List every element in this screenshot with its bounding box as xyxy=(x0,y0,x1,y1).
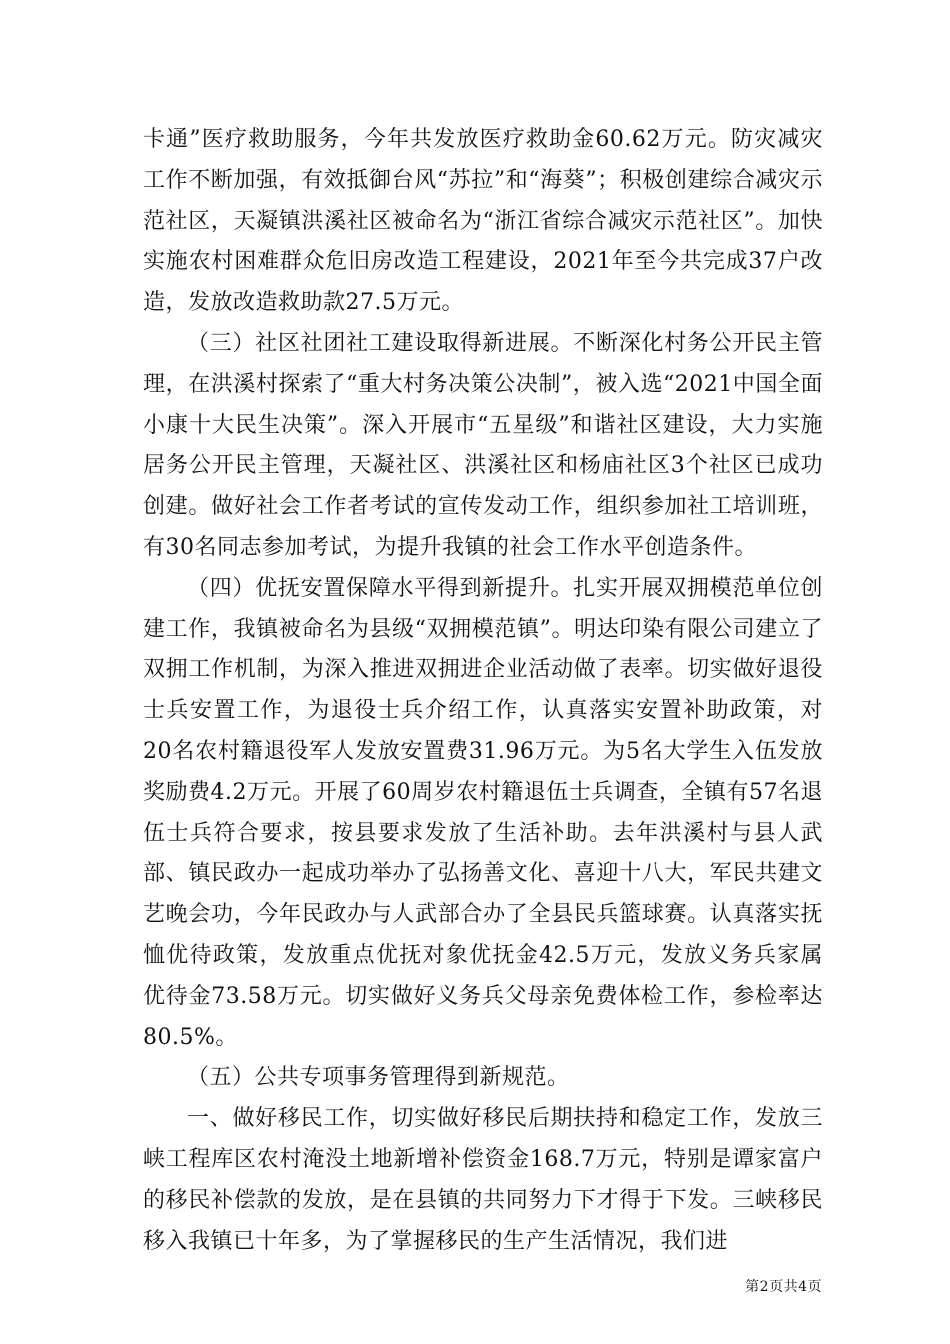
paragraph-3: （四）优抚安置保障水平得到新提升。扎实开展双拥模范单位创建工作，我镇被命名为县级“双拥模范镇”。明达印染有限公司建立了双拥工作机制，为深入推进双拥进企业活动做了表率。切实做好退役士兵安置工作，为退役士兵介绍工作，认真落实安置补助政策，对20名农村籍退役军人发放安置费31.96万元。为5名大学生入伍发放奖励费4.2万元。开展了60周岁农村籍退伍士兵调查，全镇有57名退伍士兵符合要求，按县要求发放了生活补助。去年洪溪村与县人武部、镇民政办一起成功举办了弘扬善文化、喜迎十八大，军民共建文艺晚会功，今年民政办与人武部合办了全县民兵篮球赛。认真落实抚恤优待政策，发放重点优抚对象优抚金42.5万元，发放义务兵家属优待金73.58万元。切实做好义务兵父母亲免费体检工作，参检率达80.5%。 xyxy=(143,575,823,1050)
paragraph-1: 卡通”医疗救助服务，今年共发放医疗救助金60.62万元。防灾减灾工作不断加强，有效抵御台风“苏拉”和“海葵”；积极创建综合减灾示范社区，天凝镇洪溪社区被命名为“浙江省综合减灾示范社区”。加快实施农村困难群众危旧房改造工程建设，2021年至今共完成37户改造，发放改造救助款27.5万元。 xyxy=(143,127,823,316)
paragraph-4: （五）公共专项事务管理得到新规范。 xyxy=(187,1065,570,1091)
paragraph-5: 一、做好移民工作，切实做好移民后期扶持和稳定工作，发放三峡工程库区农村淹没土地新增补偿资金168.7万元，特别是谭家富户的移民补偿款的发放，是在县镇的共同努力下才得于下发。三峡移民移入我镇已十年多，为了掌握移民的生产生活情况，我们进 xyxy=(143,1106,823,1254)
document-body xyxy=(143,120,823,1262)
page-number-footer: 第2页共4页 xyxy=(745,1279,822,1295)
paragraph-2: （三）社区社团社工建设取得新进展。不断深化村务公开民主管理，在洪溪村探索了“重大村务决策公决制”，被入选“2021中国全面小康十大民生决策”。深入开展市“五星级”和谐社区建设，大力实施居务公开民主管理，天凝社区、洪溪社区和杨庙社区3个社区已成功创建。做好社会工作者考试的宣传发动工作，组织参加社工培训班，有30名同志参加考试，为提升我镇的社会工作水平创造条件。 xyxy=(143,330,823,560)
